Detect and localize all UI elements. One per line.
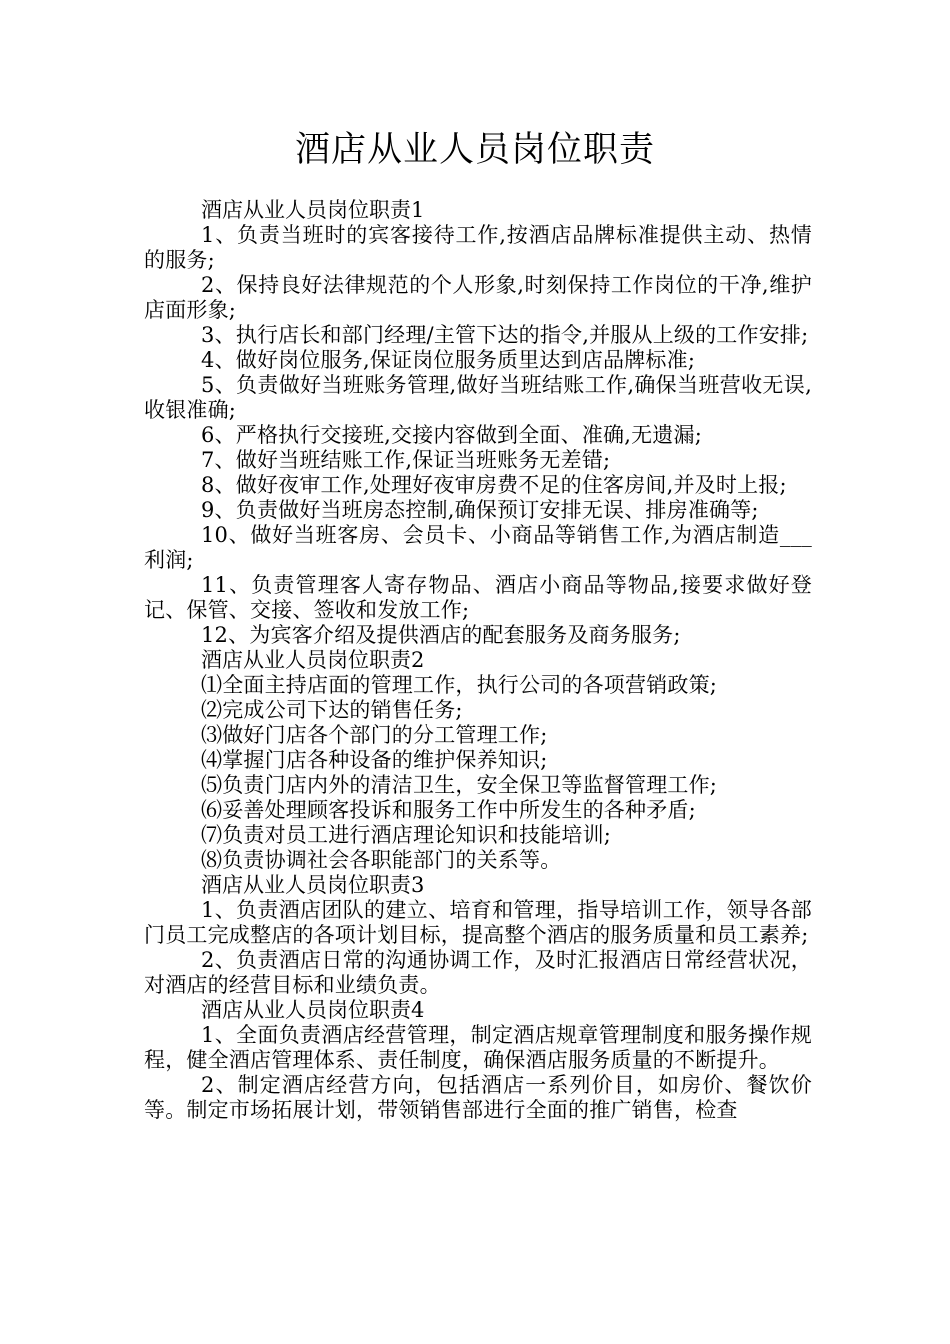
section-heading: 酒店从业人员岗位职责4 xyxy=(201,998,425,1022)
paragraph: 11、负责管理客人寄存物品、酒店小商品等物品,接要求做好登记、保管、交接、签收和发放工作; xyxy=(144,573,812,622)
paragraph: 1、负责酒店团队的建立、培育和管理，指导培训工作，领导各部门员工完成整店的各项计划目标，提高整个酒店的服务质量和员工素养; xyxy=(144,898,812,947)
paragraph: 4、做好岗位服务,保证岗位服务质里达到店品牌标准; xyxy=(201,348,696,372)
paragraph: ⑻负责协调社会各职能部门的关系等。 xyxy=(201,848,562,872)
paragraph: ⑶做好门店各个部门的分工管理工作; xyxy=(201,723,548,747)
paragraph: 8、做好夜审工作,处理好夜审房费不足的住客房间,并及时上报; xyxy=(201,473,787,497)
paragraph: ⑹妥善处理顾客投诉和服务工作中所发生的各种矛盾; xyxy=(201,798,696,822)
paragraph: 2、制定酒店经营方向，包括酒店一系列价目，如房价、餐饮价等。制定市场拓展计划，带领销售部进行全面的推广销售，检查 xyxy=(144,1073,812,1122)
paragraph: 5、负责做好当班账务管理,做好当班结账工作,确保当班营收无误,收银准确; xyxy=(144,373,812,422)
paragraph: 9、负责做好当班房态控制,确保预订安排无误、排房准确等; xyxy=(201,498,759,522)
paragraph: ⑸负责门店内外的清洁卫生，安全保卫等监督管理工作; xyxy=(201,773,718,797)
paragraph: 1、负责当班时的宾客接待工作,按酒店品牌标准提供主动、热情的服务; xyxy=(144,223,812,272)
paragraph: ⑴全面主持店面的管理工作，执行公司的各项营销政策; xyxy=(201,673,718,697)
paragraph: 7、做好当班结账工作,保证当班账务无差错; xyxy=(201,448,611,472)
paragraph: 3、执行店长和部门经理/主管下达的指令,并服从上级的工作安排; xyxy=(201,323,809,347)
paragraph: ⑵完成公司下达的销售任务; xyxy=(201,698,463,722)
paragraph: ⑺负责对员工进行酒店理论知识和技能培训; xyxy=(201,823,612,847)
paragraph: ⑷掌握门店各种设备的维护保养知识; xyxy=(201,748,548,772)
paragraph: 12、为宾客介绍及提供酒店的配套服务及商务服务; xyxy=(201,623,681,647)
paragraph: 2、保持良好法律规范的个人形象,时刻保持工作岗位的干净,维护店面形象; xyxy=(144,273,812,322)
section-heading: 酒店从业人员岗位职责1 xyxy=(201,198,425,222)
document-title: 酒店从业人员岗位职责 xyxy=(294,130,655,170)
section-heading: 酒店从业人员岗位职责2 xyxy=(201,648,425,672)
paragraph: 10、做好当班客房、会员卡、小商品等销售工作,为酒店制造___利润; xyxy=(144,523,812,572)
paragraph: 6、严格执行交接班,交接内容做到全面、准确,无遗漏; xyxy=(201,423,702,447)
document-body xyxy=(144,198,812,1123)
section-heading: 酒店从业人员岗位职责3 xyxy=(201,873,425,897)
paragraph: 2、负责酒店日常的沟通协调工作，及时汇报酒店日常经营状况，对酒店的经营目标和业绩负责。 xyxy=(144,948,812,997)
paragraph: 1、全面负责酒店经营管理，制定酒店规章管理制度和服务操作规程，健全酒店管理体系、责任制度，确保酒店服务质量的不断提升。 xyxy=(144,1023,812,1072)
